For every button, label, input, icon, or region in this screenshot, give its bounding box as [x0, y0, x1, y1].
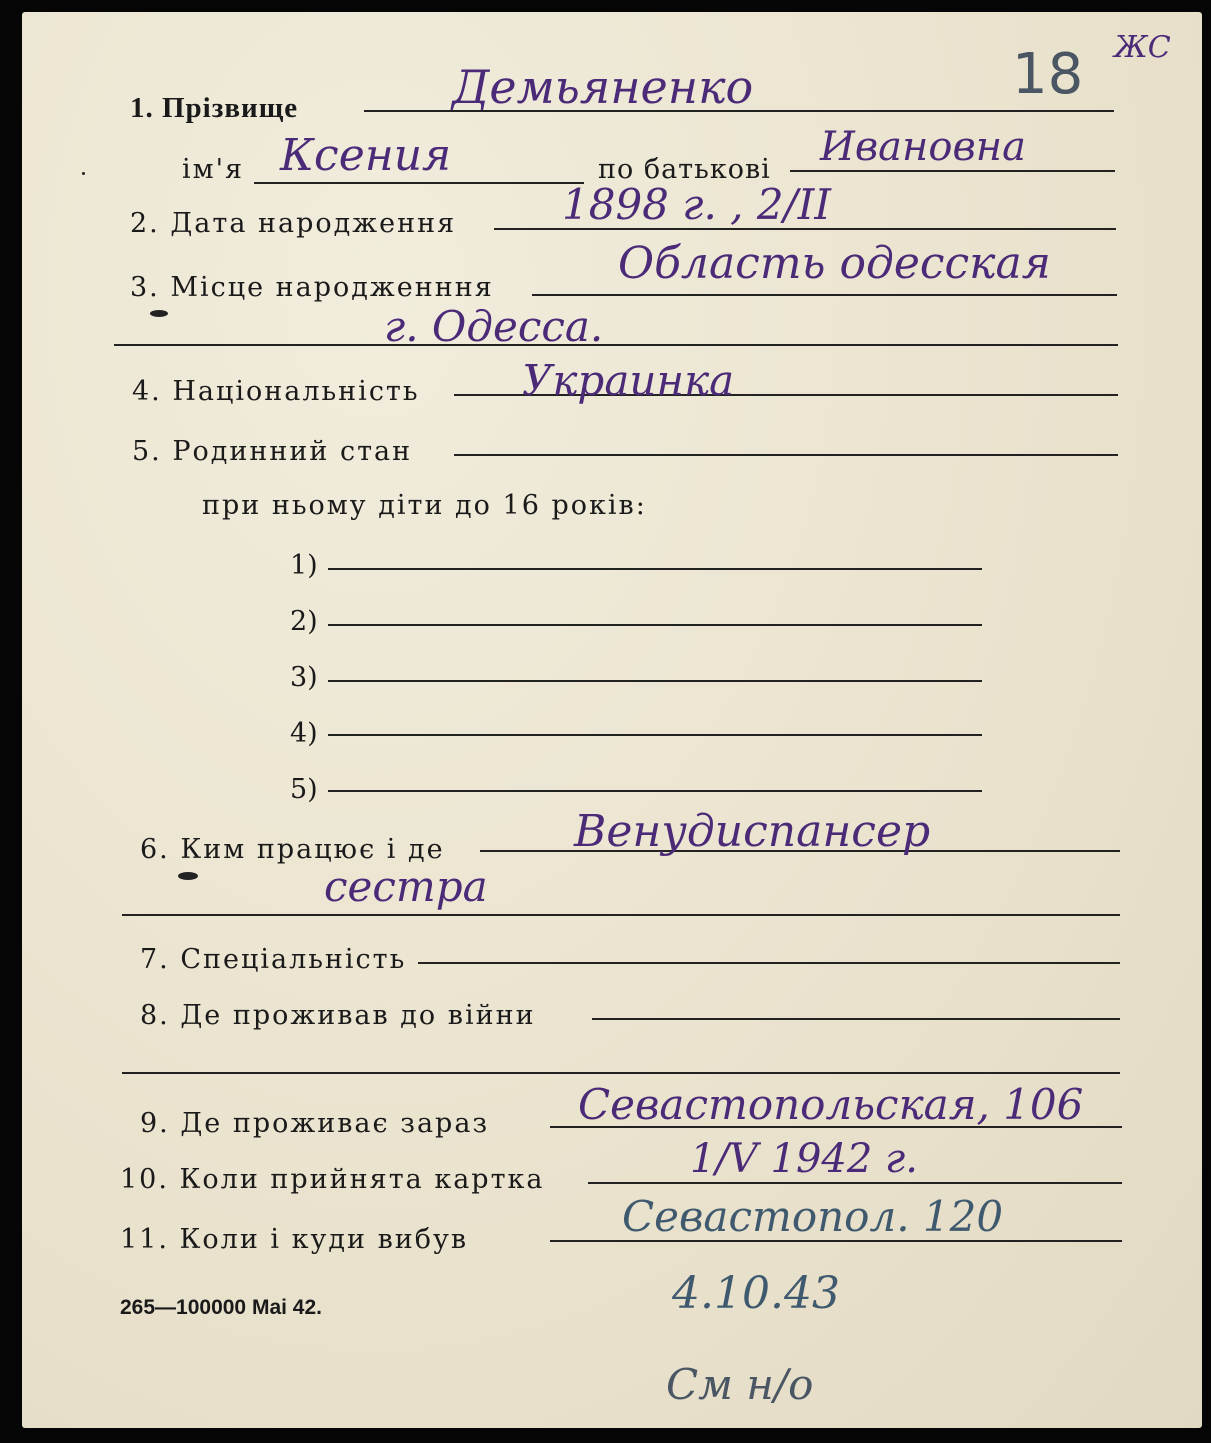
- child-4-line: [328, 734, 982, 736]
- birth-place-value-1[interactable]: Область одесская: [618, 238, 1051, 289]
- prewar-residence-label: 8. Де проживав до війни: [140, 1000, 536, 1031]
- card-number: 18: [1012, 42, 1084, 107]
- occupation-label: 6. Ким працює і де: [140, 834, 445, 865]
- child-1-line: [328, 568, 982, 570]
- first-name-value[interactable]: Ксения: [280, 130, 452, 181]
- marital-status-label: 5. Родинний стан: [132, 436, 413, 467]
- current-residence-value[interactable]: Севастопольская, 106: [578, 1080, 1084, 1129]
- nationality-value[interactable]: Украинка: [522, 356, 735, 405]
- paper-speck: [178, 872, 198, 880]
- birth-date-value[interactable]: 1898 г. , 2/II: [562, 180, 831, 229]
- birth-place-line-2: [114, 344, 1118, 346]
- specialty-label: 7. Спеціальність: [140, 944, 407, 975]
- child-1-label: 1): [290, 550, 318, 581]
- prewar-residence-line-2: [122, 1072, 1120, 1074]
- child-4-label: 4): [290, 718, 318, 749]
- first-name-line: [254, 182, 584, 184]
- surname-label: 1. Прізвище: [130, 92, 299, 124]
- child-2-line: [328, 624, 982, 626]
- birth-date-label: 2. Дата народження: [130, 208, 457, 239]
- child-3-line: [328, 680, 982, 682]
- occupation-value-2[interactable]: сестра: [324, 862, 488, 911]
- birth-place-value-2[interactable]: г. Одесса.: [384, 302, 604, 351]
- child-3-label: 3): [290, 662, 318, 693]
- birth-place-line-1: [532, 294, 1117, 296]
- patronymic-value[interactable]: Ивановна: [820, 124, 1026, 170]
- annotation-sign: См н/о: [666, 1360, 814, 1409]
- occupation-line-2: [122, 914, 1120, 916]
- patronymic-label: по батькові: [598, 154, 771, 185]
- departure-label: 11. Коли і куди вибув: [120, 1224, 469, 1255]
- child-2-label: 2): [290, 606, 318, 637]
- marital-status-line: [454, 454, 1118, 456]
- children-label: при ньому діти до 16 років:: [202, 490, 647, 521]
- current-residence-label: 9. Де проживає зараз: [140, 1108, 490, 1139]
- corner-code: ЖС: [1114, 30, 1171, 65]
- child-5-label: 5): [290, 774, 318, 805]
- specialty-line: [418, 962, 1120, 964]
- first-name-label: ім'я: [182, 154, 245, 185]
- registration-card: [22, 12, 1202, 1428]
- patronymic-line: [790, 170, 1115, 172]
- departure-value[interactable]: Севастопол. 120: [622, 1192, 1004, 1241]
- nationality-label: 4. Національність: [132, 376, 420, 407]
- child-5-line: [328, 790, 982, 792]
- card-accepted-value[interactable]: 1/V 1942 г.: [690, 1136, 918, 1182]
- card-accepted-line: [588, 1182, 1122, 1184]
- paper-speck: [150, 310, 168, 317]
- paper-speck: [82, 172, 85, 175]
- annotation-date: 4.10.43: [672, 1268, 840, 1319]
- card-accepted-label: 10. Коли прийнята картка: [120, 1164, 545, 1195]
- print-run-footer: 265—100000 Mai 42.: [120, 1296, 322, 1319]
- prewar-residence-line-1: [592, 1018, 1120, 1020]
- surname-value[interactable]: Демьяненко: [452, 60, 754, 114]
- birth-place-label: 3. Місце народженння: [130, 272, 494, 303]
- occupation-value-1[interactable]: Венудиспансер: [574, 806, 931, 857]
